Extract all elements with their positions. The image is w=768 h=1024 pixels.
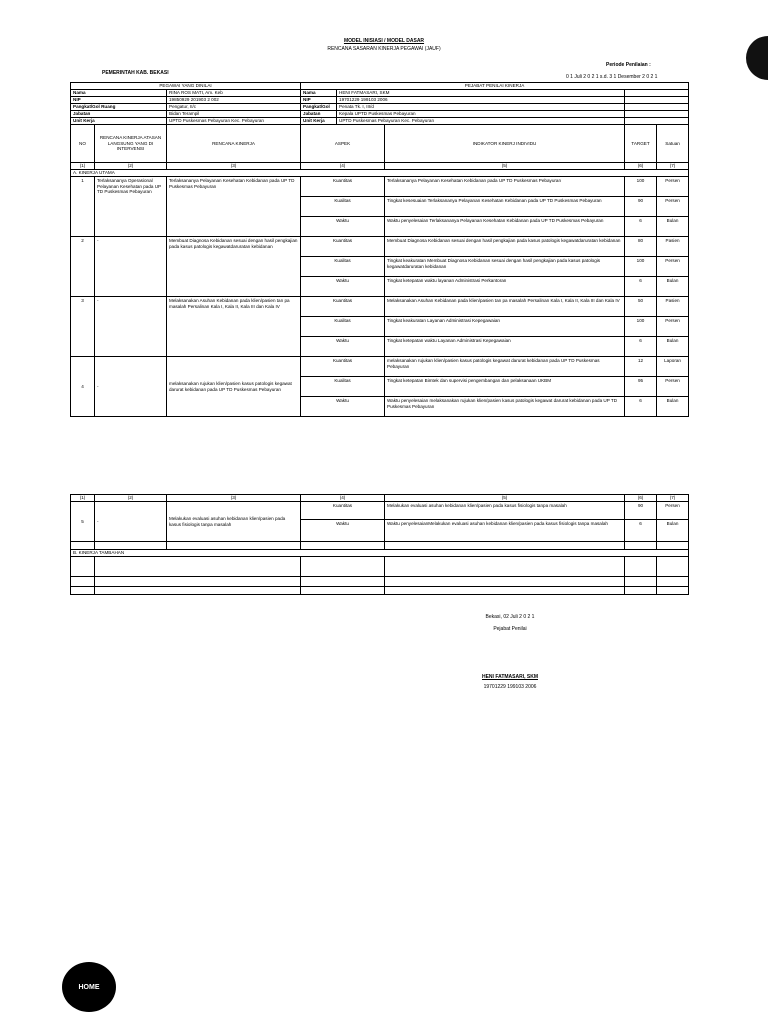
pegawai-jabatan: Bidan Terampil [167,111,301,118]
satuan-cell: Persen [657,377,689,397]
pegawai-label: Jabatan [71,111,167,118]
satuan-cell: Pasien [657,237,689,257]
indikator-cell: Waktu penyelesaianMelakukan evaluasi asuhan kebidanan klien/pasien pada kasus fisiologis tanpa masalah [385,520,625,542]
col-number: (2) [95,163,167,170]
item-atasan: - [95,237,167,297]
identity-row [71,111,689,118]
aspek-cell: Kualitas [301,257,385,277]
target-cell: 6 [625,520,657,542]
target-cell: 90 [625,197,657,217]
indikator-cell: Tingkat ketepatan Bimtek dan supervisi pengembangan dan pelaksanaan UKBM [385,377,625,397]
satuan-cell: Bulan [657,217,689,237]
satuan-cell: Pasien [657,297,689,317]
item-atasan: - [95,502,167,542]
items-body [71,177,689,417]
identity-row [71,118,689,125]
col-number: (5) [385,163,625,170]
pegawai-label: Nama [71,90,167,97]
section-a-heading: A. KINERJA UTAMA [71,170,689,177]
main-table [70,82,689,417]
target-cell: 90 [625,502,657,520]
satuan-cell: Persen [657,177,689,197]
indikator-cell: Melaksanakan Asuhan Kebidanan pada klien/pasien tan pa masalah Persalinan Kala I, Kala II, Kala III dan Kala IV [385,297,625,317]
col-number: (6) [625,163,657,170]
aspek-cell: Kualitas [301,197,385,217]
satuan-cell: Bulan [657,277,689,297]
identity-row [71,104,689,111]
col-number: (3) [167,163,301,170]
col-indikator: INDIKATOR KINERJ INDIVIDU [385,125,625,163]
target-cell: 6 [625,397,657,417]
item-no: 4 [71,357,95,417]
pegawai-label: Pangkat/Gol Ruang [71,104,167,111]
aspek-cell: Kuantitas [301,297,385,317]
col-number: (3) [167,495,301,502]
page2-body [71,502,689,542]
satuan-cell: Persen [657,502,689,520]
pegawai-pangkat: Pengatur, II/c [167,104,301,111]
section-b-heading: B. KINERJA TAMBAHAN [71,550,689,557]
target-cell: 95 [625,377,657,397]
satuan-cell: Laporan [657,357,689,377]
item-atasan: Terlaksananya Operasional Pelayanan Kesehatan pada UP TD Puskesmas Pebayuran [95,177,167,237]
indikator-cell: Tingkat kesesuaian Terlaksananya Pelayanan Kesehatan Kebidanan pada UP TD Puskesmas Pebayuran [385,197,625,217]
column-number-row [71,163,689,170]
item-rencana: Melakukan evaluasi asuhan kebidanan klien/pasien pada kasus fisiologis tanpa masalah [167,502,301,542]
pejabat-heading: PEJABAT PENILAI KINERJA [301,83,689,90]
aspek-cell: Kuantitas [301,357,385,377]
col-aspek: ASPEK [301,125,385,163]
col-number: (5) [385,495,625,502]
pejabat-pangkat: Penata Tk. I, III/d [337,104,625,111]
col-number: (1) [71,495,95,502]
pejabat-unit: UPTD Puskesmas Pebayuran Kec. Pebayuran [337,118,625,125]
sign-place-date: Bekasi, 02 Juli 2 0 2 1 [485,614,535,620]
item-rencana: Membuat Diagnosa Kebidanan sesuai dengan hasil pengkajian pada kasus patologis kegawatdaruratan kebidanan [167,237,301,297]
col-no: NO [71,125,95,163]
pejabat-nip: 19701229 199103 2006 [337,97,625,104]
pegawai-label: NIP [71,97,167,104]
aspek-cell: Waktu [301,277,385,297]
aspek-cell: Waktu [301,397,385,417]
identity-row [71,97,689,104]
aspek-cell: Kualitas [301,377,385,397]
satuan-cell: Bulan [657,337,689,357]
pegawai-unit: UPTD Puskesmas Pebayuran Kec. Pebayuran [167,118,301,125]
pejabat-label: Jabatan [301,111,337,118]
sign-name: HENI FATMASARI, SKM [481,674,539,680]
periode-label: Periode Penilaian : [606,62,651,68]
item-rencana: Terlaksananya Pelayanan Kesehatan Kebidanan pada UP TD Puskesmas Pebayuran [167,177,301,237]
indicator-row [71,357,689,377]
aspek-cell: Kualitas [301,317,385,337]
col-number: (4) [301,163,385,170]
item-no: 3 [71,297,95,357]
item-rencana: melaksanakan rujukan klien/pasien kasus patologis kegawat darurat kebidanan pada UP TD Puskesmas Pebayuran [167,357,301,417]
indikator-cell: Tingkat keakuratan Layanan Administrasi Kepegawaian [385,317,625,337]
pejabat-jabatan: Kepala UPTD Puskesmas Pebayuran [337,111,625,118]
indikator-cell: Waktu penyelesaian Terlaksananya Pelayanan Kesehatan Kebidanan pada UP TD Puskesmas Pebayuran [385,217,625,237]
pegawai-nip: 19850929 201903 2 002 [167,97,301,104]
indikator-cell: Tingkat ketepatan waktu Layanan Administrasi Kepegawaian [385,337,625,357]
satuan-cell: Persen [657,197,689,217]
sign-role: Pejabat Penilai [493,626,527,632]
col-number: (7) [657,163,689,170]
item-no: 2 [71,237,95,297]
page2-table [70,494,689,595]
pegawai-label: Unit Kerja [71,118,167,125]
indikator-cell: Waktu penyelesaian melaksanakan rujukan klien/pasien kasus patologis kegawat darurat kebidanan pada UP TD Puskesmas Pebayuran [385,397,625,417]
target-cell: 100 [625,317,657,337]
home-button[interactable] [62,962,116,1012]
target-cell: 100 [625,177,657,197]
col-satuan: Satuan [657,125,689,163]
aspek-cell: Waktu [301,337,385,357]
org-name: PEMERINTAH KAB. BEKASI [102,70,169,76]
target-cell: 6 [625,277,657,297]
doc-title: MODEL INISIASI / MODEL DASAR [343,38,425,44]
identity-row [71,90,689,97]
pejabat-label: Pangkat/Gol [301,104,337,111]
col-number: (2) [95,495,167,502]
pegawai-heading: PEGAWAI YANG DINILAI [71,83,301,90]
item-atasan: - [95,357,167,417]
indicator-row [71,502,689,520]
indikator-cell: melaksanakan rujukan klien/pasien kasus patologis kegawat darurat kebidanan pada UP TD Puskesmas Pebayuran [385,357,625,377]
indikator-cell: Membuat Diagnosa Kebidanan sesuai dengan hasil pengkajian pada kasus patologis kegawatdaruratan kebidanan [385,237,625,257]
pejabat-label: NIP [301,97,337,104]
col-number: (7) [657,495,689,502]
item-no: 5 [71,502,95,542]
aspek-cell: Kuantitas [301,502,385,520]
indicator-row [71,237,689,257]
item-rencana: Melaksanakan Asuhan Kebidanan pada klien/pasien tan pa masalah Persalinan Kala I, Kala II, Kala III dan Kala IV [167,297,301,357]
aspek-cell: Waktu [301,217,385,237]
col-number: (6) [625,495,657,502]
target-cell: 6 [625,337,657,357]
column-number-row [71,495,689,502]
side-tab[interactable] [746,36,768,80]
item-no: 1 [71,177,95,237]
satuan-cell: Persen [657,317,689,337]
aspek-cell: Kuantitas [301,177,385,197]
home-label: HOME [78,983,100,991]
col-number: (1) [71,163,95,170]
aspek-cell: Kuantitas [301,237,385,257]
target-cell: 6 [625,217,657,237]
doc-subtitle: RENCANA SASARAN KINERJA PEGAWAI (JAUF) [327,46,441,52]
indikator-cell: Melakukan evaluasi asuhan kebidanan klien/pasien pada kasus fisiologis tanpa masalah [385,502,625,520]
target-cell: 12 [625,357,657,377]
pegawai-name: RINA ROS MATI, Am. Keb [167,90,301,97]
indikator-cell: Tingkat keakuratan Membuat Diagnosa Kebidanan sesuai dengan hasil pengkajian pada kasus patologis kegawatdaruratan kebidanan [385,257,625,277]
target-cell: 80 [625,237,657,257]
sign-nip: 19701229 199103 2006 [483,684,537,690]
satuan-cell: Persen [657,257,689,277]
pejabat-label: Nama [301,90,337,97]
satuan-cell: Bulan [657,520,689,542]
target-cell: 50 [625,297,657,317]
col-target: TARGET [625,125,657,163]
col-rencana-atasan: RENCANA KINERJA ATASAN LANGSUNG YANG DI INTERVENSI [95,125,167,163]
pejabat-label: Unit Kerja [301,118,337,125]
aspek-cell: Waktu [301,520,385,542]
item-atasan: - [95,297,167,357]
pejabat-name: HENI FATMASARI, SKM [337,90,625,97]
indicator-row [71,177,689,197]
indicator-row [71,297,689,317]
indikator-cell: Tingkat ketepatan waktu layanan Administrasi Perkantoran [385,277,625,297]
periode-value: 0 1 Juli 2 0 2 1 s.d. 3 1 Desember 2 0 2 1 [566,74,658,80]
col-number: (4) [301,495,385,502]
column-header-row [71,125,689,163]
target-cell: 100 [625,257,657,277]
col-rencana: RENCANA KINERJA [167,125,301,163]
satuan-cell: Bulan [657,397,689,417]
indikator-cell: Terlaksananya Pelayanan Kesehatan Kebidanan pada UP TD Puskesmas Pebayuran [385,177,625,197]
